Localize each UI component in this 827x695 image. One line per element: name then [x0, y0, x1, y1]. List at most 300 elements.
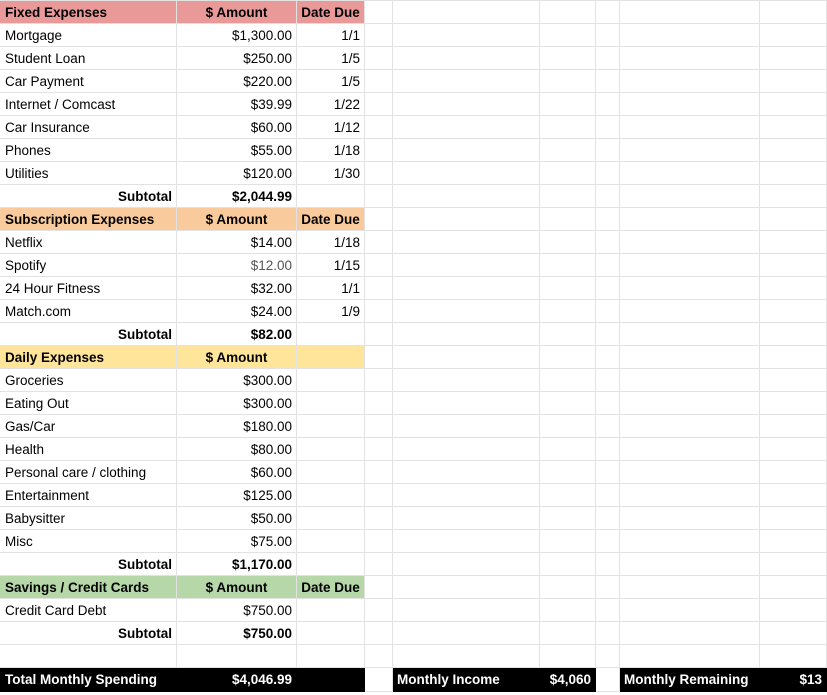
empty-cell[interactable] [365, 93, 393, 116]
empty-cell[interactable] [0, 645, 177, 668]
empty-cell[interactable] [540, 438, 596, 461]
empty-cell[interactable] [620, 346, 760, 369]
empty-cell[interactable] [596, 70, 620, 93]
empty-cell[interactable] [297, 323, 365, 346]
empty-cell[interactable] [596, 24, 620, 47]
table-row [0, 139, 827, 162]
empty-cell[interactable] [760, 461, 827, 484]
empty-cell[interactable] [365, 24, 393, 47]
empty-cell[interactable] [297, 392, 365, 415]
empty-cell[interactable] [760, 622, 827, 645]
table-row [0, 70, 827, 93]
fixed-header-amount[interactable]: $ Amount [177, 1, 297, 24]
empty-cell[interactable] [365, 622, 393, 645]
empty-cell[interactable] [620, 438, 760, 461]
empty-cell[interactable] [540, 530, 596, 553]
empty-cell[interactable] [760, 415, 827, 438]
expense-date[interactable]: 1/1 [297, 277, 365, 300]
empty-cell[interactable] [620, 116, 760, 139]
empty-cell[interactable] [297, 530, 365, 553]
empty-cell[interactable] [620, 599, 760, 622]
empty-cell[interactable] [393, 530, 540, 553]
expense-label[interactable]: Eating Out [0, 392, 177, 415]
daily-subtotal-row [0, 553, 827, 576]
monthly-remaining-label[interactable]: Monthly Remaining [620, 668, 760, 692]
expense-amount[interactable]: $60.00 [177, 461, 297, 484]
table-row [0, 300, 827, 323]
daily-header-row [0, 346, 827, 369]
empty-cell[interactable] [540, 139, 596, 162]
empty-cell[interactable] [620, 139, 760, 162]
savings-subtotal-row [0, 622, 827, 645]
table-row [0, 507, 827, 530]
empty-cell[interactable] [620, 530, 760, 553]
empty-cell[interactable] [596, 369, 620, 392]
empty-cell[interactable] [365, 415, 393, 438]
table-row [0, 162, 827, 185]
fixed-header-row [0, 1, 827, 24]
table-row [0, 392, 827, 415]
empty-cell[interactable] [297, 484, 365, 507]
empty-cell[interactable] [760, 346, 827, 369]
subtotal-amount[interactable]: $750.00 [177, 622, 297, 645]
empty-cell[interactable] [596, 300, 620, 323]
empty-cell[interactable] [365, 254, 393, 277]
blank-row [0, 645, 827, 668]
totals-row [0, 668, 827, 692]
empty-cell[interactable] [760, 1, 827, 24]
empty-cell[interactable] [596, 93, 620, 116]
empty-cell[interactable] [540, 645, 596, 668]
empty-cell[interactable] [365, 346, 393, 369]
empty-cell[interactable] [540, 277, 596, 300]
total-spending-label[interactable]: Total Monthly Spending [0, 668, 177, 692]
empty-cell[interactable] [393, 47, 540, 70]
subtotal-label[interactable]: Subtotal [0, 185, 177, 208]
expense-label[interactable]: Health [0, 438, 177, 461]
table-row [0, 277, 827, 300]
empty-cell[interactable] [620, 162, 760, 185]
empty-cell[interactable] [393, 392, 540, 415]
daily-header-empty[interactable] [297, 346, 365, 369]
empty-cell[interactable] [760, 116, 827, 139]
table-row [0, 461, 827, 484]
empty-cell[interactable] [540, 93, 596, 116]
empty-cell[interactable] [365, 116, 393, 139]
table-row [0, 369, 827, 392]
empty-cell[interactable] [365, 668, 393, 692]
expense-date[interactable]: 1/15 [297, 254, 365, 277]
expense-label[interactable]: Entertainment [0, 484, 177, 507]
empty-cell[interactable] [760, 254, 827, 277]
empty-cell[interactable] [596, 438, 620, 461]
empty-cell[interactable] [596, 231, 620, 254]
empty-cell[interactable] [365, 231, 393, 254]
table-row [0, 231, 827, 254]
empty-cell[interactable] [393, 277, 540, 300]
empty-cell[interactable] [620, 622, 760, 645]
empty-cell[interactable] [365, 208, 393, 231]
expense-amount[interactable]: $50.00 [177, 507, 297, 530]
empty-cell[interactable] [540, 484, 596, 507]
empty-cell[interactable] [540, 507, 596, 530]
empty-cell[interactable] [365, 47, 393, 70]
empty-cell[interactable] [596, 507, 620, 530]
subtotal-label[interactable]: Subtotal [0, 622, 177, 645]
empty-cell[interactable] [365, 484, 393, 507]
subscription-subtotal-row [0, 323, 827, 346]
fixed-header-date[interactable]: Date Due [297, 1, 365, 24]
expense-label[interactable]: Internet / Comcast [0, 93, 177, 116]
empty-cell[interactable] [596, 162, 620, 185]
empty-cell[interactable] [393, 116, 540, 139]
empty-cell[interactable] [596, 553, 620, 576]
empty-cell[interactable] [393, 369, 540, 392]
empty-cell[interactable] [393, 162, 540, 185]
expense-label[interactable]: Credit Card Debt [0, 599, 177, 622]
empty-cell[interactable] [620, 300, 760, 323]
expense-date[interactable]: 1/30 [297, 162, 365, 185]
subscription-header-date[interactable]: Date Due [297, 208, 365, 231]
empty-cell[interactable] [620, 254, 760, 277]
table-row [0, 415, 827, 438]
empty-cell[interactable] [393, 622, 540, 645]
empty-cell[interactable] [365, 300, 393, 323]
empty-cell[interactable] [620, 484, 760, 507]
empty-cell[interactable] [620, 461, 760, 484]
empty-cell[interactable] [393, 553, 540, 576]
table-row [0, 47, 827, 70]
empty-cell[interactable] [620, 392, 760, 415]
daily-header-amount[interactable]: $ Amount [177, 346, 297, 369]
empty-cell[interactable] [393, 576, 540, 599]
empty-cell[interactable] [596, 415, 620, 438]
empty-cell[interactable] [393, 208, 540, 231]
expense-amount[interactable]: $12.00 [177, 254, 297, 277]
expense-label[interactable]: Car Insurance [0, 116, 177, 139]
fixed-subtotal-row [0, 185, 827, 208]
empty-cell[interactable] [365, 461, 393, 484]
expense-amount[interactable]: $300.00 [177, 392, 297, 415]
empty-cell[interactable] [596, 576, 620, 599]
empty-cell[interactable] [760, 530, 827, 553]
empty-cell[interactable] [596, 185, 620, 208]
savings-header-amount[interactable]: $ Amount [177, 576, 297, 599]
table-row [0, 254, 827, 277]
expense-date[interactable]: 1/1 [297, 24, 365, 47]
empty-cell[interactable] [177, 645, 297, 668]
empty-cell[interactable] [540, 553, 596, 576]
empty-cell[interactable] [540, 116, 596, 139]
expense-date[interactable]: 1/22 [297, 93, 365, 116]
expense-label[interactable]: Groceries [0, 369, 177, 392]
empty-cell[interactable] [760, 162, 827, 185]
empty-cell[interactable] [596, 139, 620, 162]
empty-cell[interactable] [540, 323, 596, 346]
savings-header-label[interactable]: Savings / Credit Cards [0, 576, 177, 599]
empty-cell[interactable] [596, 1, 620, 24]
empty-cell[interactable] [540, 346, 596, 369]
subscription-header-amount[interactable]: $ Amount [177, 208, 297, 231]
empty-cell[interactable] [760, 369, 827, 392]
empty-cell[interactable] [393, 323, 540, 346]
empty-cell[interactable] [365, 599, 393, 622]
expense-date[interactable]: 1/5 [297, 47, 365, 70]
savings-header-date[interactable]: Date Due [297, 576, 365, 599]
expense-amount[interactable]: $14.00 [177, 231, 297, 254]
expense-date[interactable]: 1/5 [297, 70, 365, 93]
empty-cell[interactable] [393, 346, 540, 369]
expense-label[interactable]: Car Payment [0, 70, 177, 93]
empty-cell[interactable] [393, 438, 540, 461]
empty-cell[interactable] [596, 645, 620, 668]
expense-amount[interactable]: $180.00 [177, 415, 297, 438]
empty-cell[interactable] [297, 185, 365, 208]
empty-cell[interactable] [760, 300, 827, 323]
empty-cell[interactable] [540, 392, 596, 415]
empty-cell[interactable] [393, 300, 540, 323]
expense-label[interactable]: 24 Hour Fitness [0, 277, 177, 300]
empty-cell[interactable] [620, 70, 760, 93]
empty-cell[interactable] [365, 185, 393, 208]
subscription-header-label[interactable]: Subscription Expenses [0, 208, 177, 231]
empty-cell[interactable] [540, 599, 596, 622]
empty-cell[interactable] [596, 461, 620, 484]
expense-date[interactable]: 1/18 [297, 139, 365, 162]
empty-cell[interactable] [365, 139, 393, 162]
empty-cell[interactable] [540, 576, 596, 599]
empty-cell[interactable] [620, 645, 760, 668]
empty-cell[interactable] [760, 438, 827, 461]
table-row [0, 484, 827, 507]
empty-cell[interactable] [365, 70, 393, 93]
empty-cell[interactable] [596, 668, 620, 692]
expense-amount[interactable]: $75.00 [177, 530, 297, 553]
empty-cell[interactable] [393, 507, 540, 530]
empty-cell[interactable] [620, 93, 760, 116]
subtotal-amount[interactable]: $1,170.00 [177, 553, 297, 576]
empty-cell[interactable] [393, 185, 540, 208]
expense-label[interactable]: Misc [0, 530, 177, 553]
savings-header-row [0, 576, 827, 599]
empty-cell[interactable] [760, 576, 827, 599]
expense-amount[interactable]: $250.00 [177, 47, 297, 70]
empty-cell[interactable] [540, 185, 596, 208]
empty-cell[interactable] [365, 438, 393, 461]
empty-cell[interactable] [393, 254, 540, 277]
empty-cell[interactable] [760, 47, 827, 70]
empty-cell[interactable] [620, 231, 760, 254]
empty-cell[interactable] [760, 185, 827, 208]
empty-cell[interactable] [393, 461, 540, 484]
empty-cell[interactable] [540, 254, 596, 277]
expense-label[interactable]: Gas/Car [0, 415, 177, 438]
empty-cell[interactable] [620, 323, 760, 346]
empty-cell[interactable] [297, 553, 365, 576]
empty-cell[interactable] [365, 530, 393, 553]
fixed-header-label[interactable]: Fixed Expenses [0, 1, 177, 24]
empty-cell[interactable] [540, 1, 596, 24]
empty-cell[interactable] [297, 645, 365, 668]
empty-cell[interactable] [365, 277, 393, 300]
empty-cell[interactable] [297, 438, 365, 461]
empty-cell[interactable] [596, 599, 620, 622]
empty-cell[interactable] [760, 231, 827, 254]
empty-cell[interactable] [540, 70, 596, 93]
empty-cell[interactable] [365, 645, 393, 668]
empty-cell[interactable] [620, 277, 760, 300]
total-spending-value[interactable]: $4,046.99 [177, 668, 297, 692]
empty-cell[interactable] [365, 576, 393, 599]
table-row [0, 24, 827, 47]
empty-cell[interactable] [297, 461, 365, 484]
empty-cell[interactable] [365, 369, 393, 392]
empty-cell[interactable] [620, 576, 760, 599]
empty-cell[interactable] [540, 162, 596, 185]
empty-cell[interactable] [393, 415, 540, 438]
expense-date[interactable]: 1/18 [297, 231, 365, 254]
empty-cell[interactable] [760, 24, 827, 47]
empty-cell[interactable] [540, 300, 596, 323]
empty-cell[interactable] [620, 415, 760, 438]
empty-cell[interactable] [760, 553, 827, 576]
subtotal-label[interactable]: Subtotal [0, 323, 177, 346]
expense-label[interactable]: Match.com [0, 300, 177, 323]
expense-amount[interactable]: $55.00 [177, 139, 297, 162]
empty-cell[interactable] [760, 507, 827, 530]
table-row [0, 599, 827, 622]
expense-label[interactable]: Phones [0, 139, 177, 162]
empty-cell[interactable] [596, 254, 620, 277]
empty-cell[interactable] [393, 231, 540, 254]
empty-cell[interactable] [596, 47, 620, 70]
empty-cell[interactable] [365, 323, 393, 346]
empty-cell[interactable] [393, 93, 540, 116]
table-row [0, 116, 827, 139]
empty-cell[interactable] [297, 369, 365, 392]
empty-cell[interactable] [620, 369, 760, 392]
empty-cell[interactable] [540, 622, 596, 645]
empty-cell[interactable] [365, 1, 393, 24]
empty-cell[interactable] [620, 208, 760, 231]
expense-amount[interactable]: $1,300.00 [177, 24, 297, 47]
empty-cell[interactable] [760, 392, 827, 415]
empty-cell[interactable] [297, 415, 365, 438]
subtotal-amount[interactable]: $2,044.99 [177, 185, 297, 208]
expense-label[interactable]: Babysitter [0, 507, 177, 530]
empty-cell[interactable] [540, 461, 596, 484]
expense-label[interactable]: Utilities [0, 162, 177, 185]
subtotal-amount[interactable]: $82.00 [177, 323, 297, 346]
expense-amount[interactable]: $300.00 [177, 369, 297, 392]
empty-cell[interactable] [365, 553, 393, 576]
expense-amount[interactable]: $120.00 [177, 162, 297, 185]
monthly-income-label[interactable]: Monthly Income [393, 668, 540, 692]
table-row [0, 530, 827, 553]
empty-cell[interactable] [393, 24, 540, 47]
empty-cell[interactable] [540, 47, 596, 70]
empty-cell[interactable] [540, 208, 596, 231]
empty-cell[interactable] [760, 139, 827, 162]
empty-cell[interactable] [365, 507, 393, 530]
empty-cell[interactable] [540, 369, 596, 392]
empty-cell[interactable] [540, 24, 596, 47]
empty-cell[interactable] [760, 208, 827, 231]
empty-cell[interactable] [393, 1, 540, 24]
empty-cell[interactable] [596, 323, 620, 346]
empty-cell[interactable] [760, 277, 827, 300]
empty-cell[interactable] [620, 47, 760, 70]
empty-cell[interactable] [620, 553, 760, 576]
empty-cell[interactable] [760, 93, 827, 116]
subscription-header-row [0, 208, 827, 231]
empty-cell[interactable] [760, 599, 827, 622]
expense-amount[interactable]: $125.00 [177, 484, 297, 507]
table-row [0, 438, 827, 461]
empty-cell[interactable] [760, 70, 827, 93]
empty-cell[interactable] [620, 185, 760, 208]
expense-amount[interactable]: $750.00 [177, 599, 297, 622]
expense-amount[interactable]: $80.00 [177, 438, 297, 461]
expense-label[interactable]: Netflix [0, 231, 177, 254]
expense-date[interactable]: 1/9 [297, 300, 365, 323]
expense-amount[interactable]: $32.00 [177, 277, 297, 300]
table-row [0, 93, 827, 116]
empty-cell[interactable] [297, 507, 365, 530]
empty-cell[interactable] [393, 139, 540, 162]
empty-cell[interactable] [596, 622, 620, 645]
total-spending-empty[interactable] [297, 668, 365, 692]
empty-cell[interactable] [620, 507, 760, 530]
empty-cell[interactable] [393, 70, 540, 93]
empty-cell[interactable] [540, 415, 596, 438]
empty-cell[interactable] [596, 208, 620, 231]
empty-cell[interactable] [393, 645, 540, 668]
daily-header-label[interactable]: Daily Expenses [0, 346, 177, 369]
empty-cell[interactable] [365, 162, 393, 185]
empty-cell[interactable] [760, 645, 827, 668]
empty-cell[interactable] [596, 392, 620, 415]
empty-cell[interactable] [297, 622, 365, 645]
expense-label[interactable]: Spotify [0, 254, 177, 277]
monthly-remaining-value[interactable]: $13 [760, 668, 827, 692]
expense-amount[interactable]: $220.00 [177, 70, 297, 93]
empty-cell[interactable] [393, 599, 540, 622]
expense-amount[interactable]: $39.99 [177, 93, 297, 116]
expense-date[interactable]: 1/12 [297, 116, 365, 139]
empty-cell[interactable] [297, 599, 365, 622]
empty-cell[interactable] [596, 484, 620, 507]
monthly-income-value[interactable]: $4,060 [540, 668, 596, 692]
empty-cell[interactable] [620, 1, 760, 24]
empty-cell[interactable] [596, 116, 620, 139]
empty-cell[interactable] [620, 24, 760, 47]
empty-cell[interactable] [760, 323, 827, 346]
subtotal-label[interactable]: Subtotal [0, 553, 177, 576]
empty-cell[interactable] [393, 484, 540, 507]
empty-cell[interactable] [596, 277, 620, 300]
expense-label[interactable]: Personal care / clothing [0, 461, 177, 484]
empty-cell[interactable] [596, 530, 620, 553]
expense-label[interactable]: Student Loan [0, 47, 177, 70]
empty-cell[interactable] [596, 346, 620, 369]
empty-cell[interactable] [365, 392, 393, 415]
expense-amount[interactable]: $60.00 [177, 116, 297, 139]
empty-cell[interactable] [760, 484, 827, 507]
expense-amount[interactable]: $24.00 [177, 300, 297, 323]
expense-label[interactable]: Mortgage [0, 24, 177, 47]
empty-cell[interactable] [540, 231, 596, 254]
